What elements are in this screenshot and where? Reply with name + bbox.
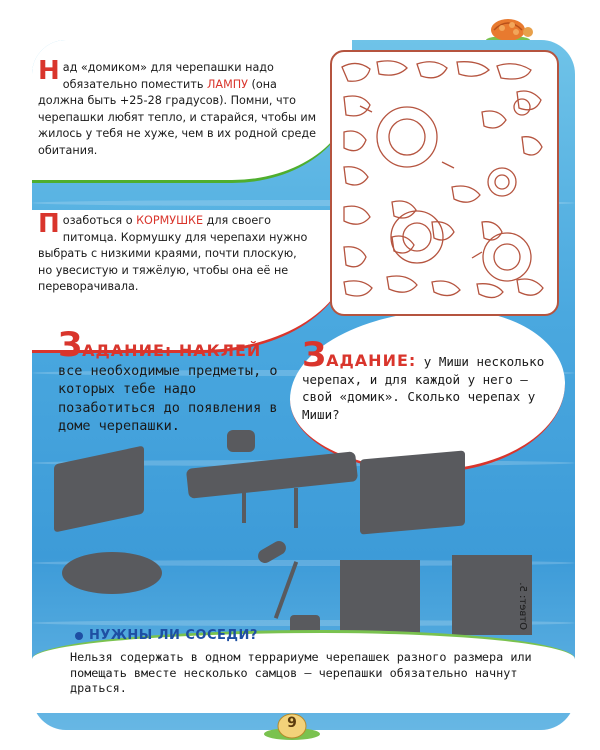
text-fragment: (она должна быть +25-28 градусов). Помни, что черепашки любят тепло, и старайся, чтобы им жилось у тебя не хуже, чем в их родной среде обитания. <box>38 77 317 157</box>
lamp-text <box>38 56 320 159</box>
text-fragment: ад «домиком» для черепашки надо обязательно поместить <box>62 61 274 91</box>
highlight-lamp: ЛАМПУ <box>207 77 248 91</box>
drop-cap: З <box>58 325 83 365</box>
feeder-text <box>38 209 308 296</box>
drop-cap: З <box>302 335 327 375</box>
box-silhouette <box>54 445 144 532</box>
count-task <box>302 335 552 423</box>
bullet-icon <box>75 632 83 640</box>
shelter-silhouette <box>186 451 358 499</box>
neighbors-text: Нельзя содержать в одном террариуме черепашек разного размера или помещать вместе несколько самцов – черепашки обязательно начнут драться. <box>70 650 532 695</box>
drop-cap: П <box>38 209 60 239</box>
shelter-leg <box>242 488 246 523</box>
terrarium-silhouette <box>360 450 465 534</box>
neighbors-title <box>75 628 258 643</box>
text-fragment: озаботься о <box>62 214 137 227</box>
dish-silhouette <box>62 552 162 594</box>
highlight-feeder: КОРМУШКЕ <box>136 214 204 227</box>
page-number: 9 <box>287 715 297 731</box>
task-heading: АДАНИЕ: НАКЛЕЙ <box>82 341 262 360</box>
text-fragment: для своего питомца. Кормушку для черепахи нужно выбрать с низкими краями, почти плоскую, но увесистую и тяжёлую, чтобы она её не переворачивала. <box>38 214 308 293</box>
page-number-badge <box>262 708 322 742</box>
shelter-leg <box>294 488 298 528</box>
neighbors-title-text: НУЖНЫ ЛИ СОСЕДИ? <box>89 628 258 643</box>
square-silhouette-1 <box>340 560 420 640</box>
task-heading: АДАНИЕ: <box>326 351 417 370</box>
turtle-maze-picture <box>330 50 559 316</box>
sticker-task <box>58 325 288 436</box>
answer-text: Ответ: 5. <box>517 582 528 630</box>
task-text: у Миши несколько черепах, и для каждой у него – свой «домик». Сколько черепах у Миши? <box>302 354 545 422</box>
task-text: все необходимые предметы, о которых тебе надо позаботиться до появления в доме черепашки. <box>58 362 278 434</box>
drop-cap: Н <box>38 56 60 86</box>
lamp-neck-silhouette <box>274 561 298 619</box>
